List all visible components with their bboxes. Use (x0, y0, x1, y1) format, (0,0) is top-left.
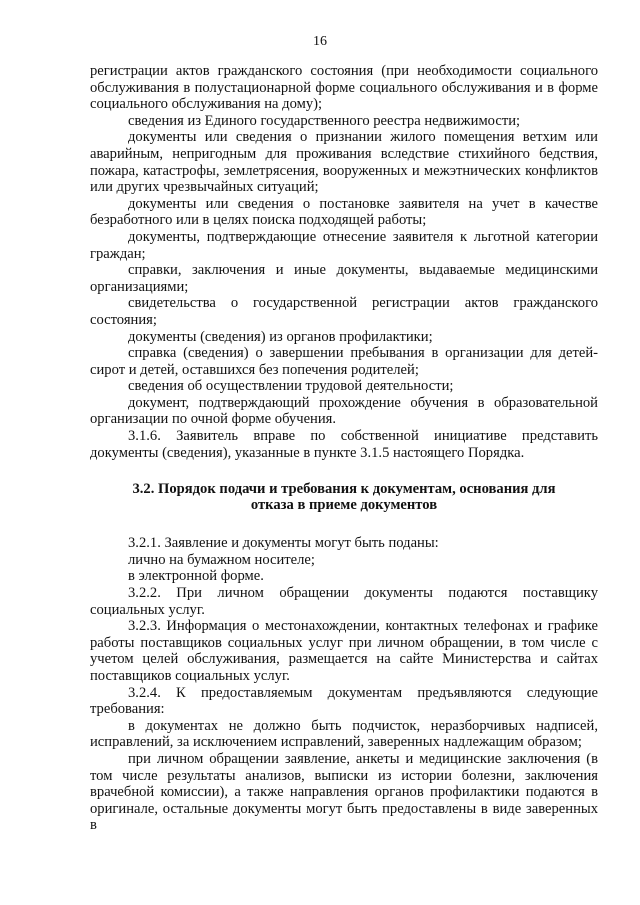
paragraph: документы, подтверждающие отнесение заявителя к льготной категории граждан; (90, 228, 598, 262)
section-heading-line-2: отказа в приеме документов (250, 497, 438, 514)
paragraph: справка (сведения) о завершении пребывания в организации для детей-сирот и детей, оставшихся без попечения родителей; (90, 345, 598, 378)
paragraph: документы или сведения о признании жилого помещения ветхим или аварийным, непригодным для проживания вследствие стихийного бедствия, пожара, катастрофы, землетрясения, вооруженных и межэтнических конфликтов или других чрезвычайных ситуаций; (90, 129, 598, 196)
paragraph: документ, подтверждающий прохождение обучения в образовательной организации по очной форме обучения. (90, 394, 598, 428)
paragraph: регистрации актов гражданского состояния (при необходимости социального обслуживания в полустационарной форме социального обслуживания и в форме социального обслуживания на дому); (90, 63, 598, 113)
paragraph: свидетельства о государственной регистрации актов гражданского состояния; (90, 295, 598, 328)
paragraphs-before-heading (90, 63, 598, 461)
paragraph: справки, заключения и иные документы, выдаваемые медицинскими организациями; (90, 262, 598, 295)
page-number: 16 (313, 34, 327, 49)
paragraph: в документах не должно быть подчисток, неразборчивых надписей, исправлений, за исключением исправлений, заверенных надлежащим образом; (90, 717, 598, 751)
paragraph: 3.2.2. При личном обращении документы подаются поставщику социальных услуг. (90, 585, 598, 618)
paragraph: сведения из Единого государственного реестра недвижимости; (128, 112, 521, 129)
section-heading (90, 481, 598, 513)
paragraph: лично на бумажном носителе; (128, 551, 315, 568)
paragraph: при личном обращении заявление, анкеты и медицинские заключения (в том числе результаты анализов, выписки из истории болезни, заключения врачебной комиссии), а также направления органов профилактики подаются в оригинале, остальные документы могут быть предоставлены в виде заверенных в (90, 750, 598, 834)
paragraph: 3.2.1. Заявление и документы могут быть поданы: (128, 535, 439, 552)
document-body (90, 63, 598, 834)
paragraph: документы (сведения) из органов профилактики; (128, 328, 433, 345)
paragraph: документы или сведения о постановке заявителя на учет в качестве безработного или в целях поиска подходящей работы; (90, 195, 598, 229)
paragraph: 3.1.6. Заявитель вправе по собственной инициативе представить документы (сведения), указанные в пункте 3.1.5 настоящего Порядка. (90, 428, 598, 461)
section-heading-line-1: 3.2. Порядок подачи и требования к документам, основания для (132, 481, 556, 498)
paragraph: в электронной форме. (128, 568, 264, 585)
paragraph: сведения об осуществлении трудовой деятельности; (128, 378, 454, 395)
paragraphs-after-heading (90, 535, 598, 834)
paragraph: 3.2.3. Информация о местонахождении, контактных телефонах и графике работы поставщиков социальных услуг при личном обращении, в том числе с учетом целей обслуживания, размещается на сайте Министерства и сайтах поставщиков социальных услуг. (90, 618, 598, 684)
paragraph: 3.2.4. К предоставляемым документам предъявляются следующие требования: (90, 684, 598, 718)
